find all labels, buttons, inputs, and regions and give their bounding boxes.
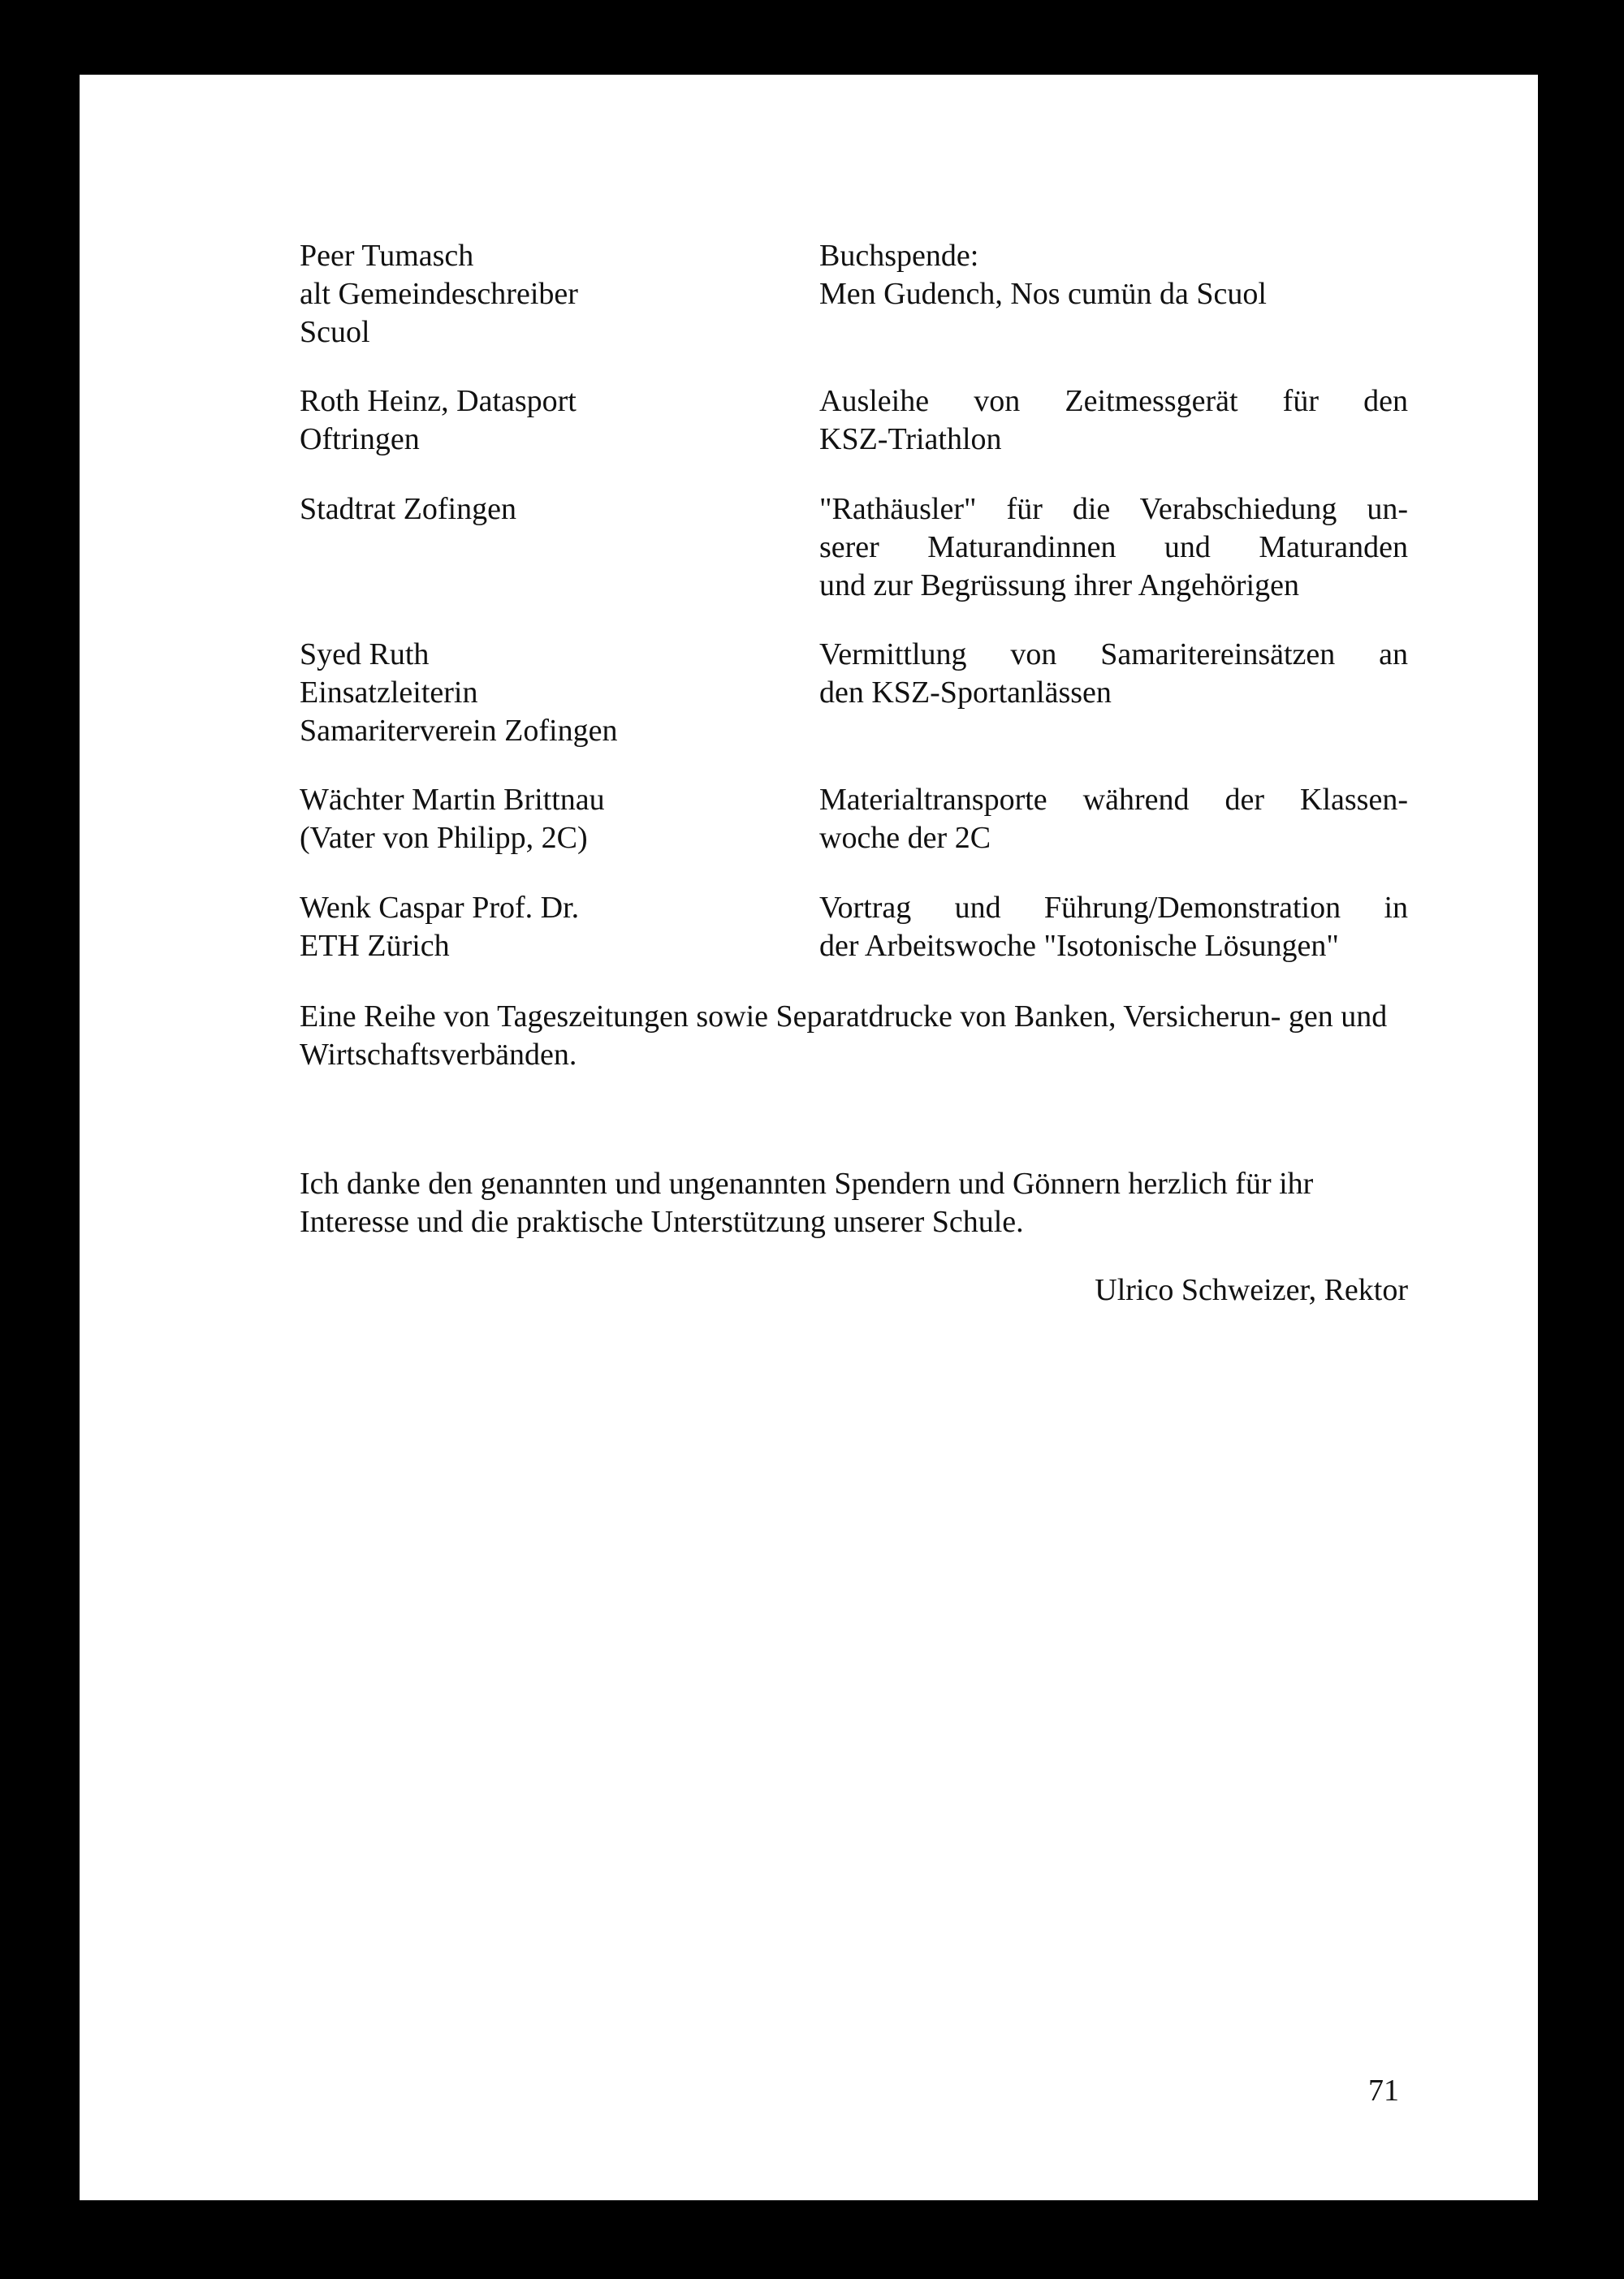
paragraph-line: ihr Interesse und die praktische Unterstützung unserer Schule. xyxy=(300,1167,1314,1239)
contribution-line: KSZ-Triathlon xyxy=(819,422,1002,456)
contribution-text xyxy=(819,490,1408,605)
contribution-text xyxy=(819,237,1408,313)
contribution-text xyxy=(819,382,1408,459)
contribution-text xyxy=(819,889,1408,965)
donor-name xyxy=(300,382,754,459)
closing-note-paragraph xyxy=(300,998,1408,1074)
donor-line: Einsatzleiterin xyxy=(300,675,478,710)
donor-line: Wächter Martin Brittnau xyxy=(300,783,605,817)
donor-line: Stadtrat Zofingen xyxy=(300,492,516,526)
page-number: 71 xyxy=(1368,2074,1399,2108)
contribution-line: Materialtransporte während der Klassen- xyxy=(819,783,1408,817)
thanks-paragraph xyxy=(300,1165,1408,1241)
donor-line: Scuol xyxy=(300,315,370,349)
contribution-line: der Arbeitswoche "Isotonische Lösungen" xyxy=(819,929,1339,963)
donor-line: (Vater von Philipp, 2C) xyxy=(300,821,588,855)
document-page xyxy=(80,75,1538,2200)
donor-line: Wenk Caspar Prof. Dr. xyxy=(300,891,580,925)
contribution-line: den KSZ-Sportanlässen xyxy=(819,675,1112,710)
contribution-line: Vortrag und Führung/Demonstration in xyxy=(819,891,1408,925)
contribution-line: woche der 2C xyxy=(819,821,991,855)
donor-line: Oftringen xyxy=(300,422,420,456)
contribution-line: Men Gudench, Nos cumün da Scuol xyxy=(819,277,1267,311)
donor-line: Syed Ruth xyxy=(300,637,430,671)
contribution-line: Ausleihe von Zeitmessgerät für den xyxy=(819,384,1408,418)
donor-name xyxy=(300,781,754,857)
donor-name xyxy=(300,889,754,965)
contribution-line: und zur Begrüssung ihrer Angehörigen xyxy=(819,568,1299,602)
donor-line: Roth Heinz, Datasport xyxy=(300,384,577,418)
donor-name xyxy=(300,237,754,352)
donor-line: Peer Tumasch xyxy=(300,239,474,273)
paragraph-line: Eine Reihe von Tageszeitungen sowie Separatdrucke von Banken, Versicherun- xyxy=(300,999,1281,1034)
donor-name xyxy=(300,490,754,529)
contribution-line: Buchspende: xyxy=(819,239,979,273)
contribution-text xyxy=(819,636,1408,712)
contribution-line: Vermittlung von Samaritereinsätzen an xyxy=(819,637,1408,671)
contribution-line: serer Maturandinnen und Maturanden xyxy=(819,530,1408,564)
donor-line: ETH Zürich xyxy=(300,929,450,963)
donor-line: alt Gemeindeschreiber xyxy=(300,277,578,311)
paragraph-line: gen und Wirtschaftsverbänden. xyxy=(300,999,1388,1072)
donor-name xyxy=(300,636,754,750)
contribution-text xyxy=(819,781,1408,857)
contribution-line: "Rathäusler" für die Verabschiedung un- xyxy=(819,492,1408,526)
signature: Ulrico Schweizer, Rektor xyxy=(1095,1273,1408,1307)
paragraph-line: Ich danke den genannten und ungenannten Spendern und Gönnern herzlich für xyxy=(300,1167,1272,1201)
donor-line: Samariterverein Zofingen xyxy=(300,714,618,748)
